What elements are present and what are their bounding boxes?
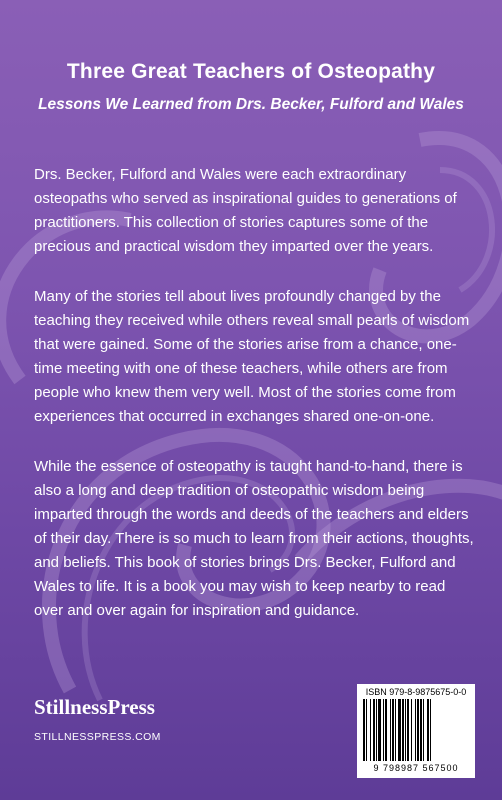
book-title: Three Great Teachers of Osteopathy [66, 60, 436, 83]
blurb-paragraph-1: Drs. Becker, Fulford and Wales were each extraordinary osteopaths who served as inspirational guides to generations of practitioners. This collection of stories captures some of the precious and practical wisdom they imparted over the years. [34, 166, 457, 255]
blurb-paragraph-3: While the essence of osteopathy is taught hand-to-hand, there is also a long and deep tradition of osteopathic wisdom being imparted through the words and deeds of the teachers and elders of their day. There is so much to learn from their actions, thoughts, and beliefs. This book of stories brings Drs. Becker, Fulford and Wales to life. It is a book you may wish to keep nearby to read over and over again for inspiration and guidance. [34, 458, 474, 619]
isbn-label: ISBN 979-8-9875675-0-0 [365, 687, 467, 697]
barcode-digits: 9 798987 567500 [373, 763, 459, 773]
blurb-paragraph-2: Many of the stories tell about lives profoundly changed by the teaching they received while others reveal small pearls of wisdom that were gained. Some of the stories arise from a chance, one-time meeting with one of these teachers, while others are from people who knew them very well. Most of the stories come from experiences that occurred in exchanges shared one-on-one. [34, 288, 470, 425]
isbn-barcode [357, 684, 475, 778]
publisher-website: STILLNESSPRESS.COM [34, 731, 161, 743]
barcode-bars [363, 699, 469, 761]
book-subtitle: Lessons We Learned from Drs. Becker, Fulford and Wales [38, 96, 464, 113]
publisher-logo: StillnessPress [34, 695, 155, 719]
